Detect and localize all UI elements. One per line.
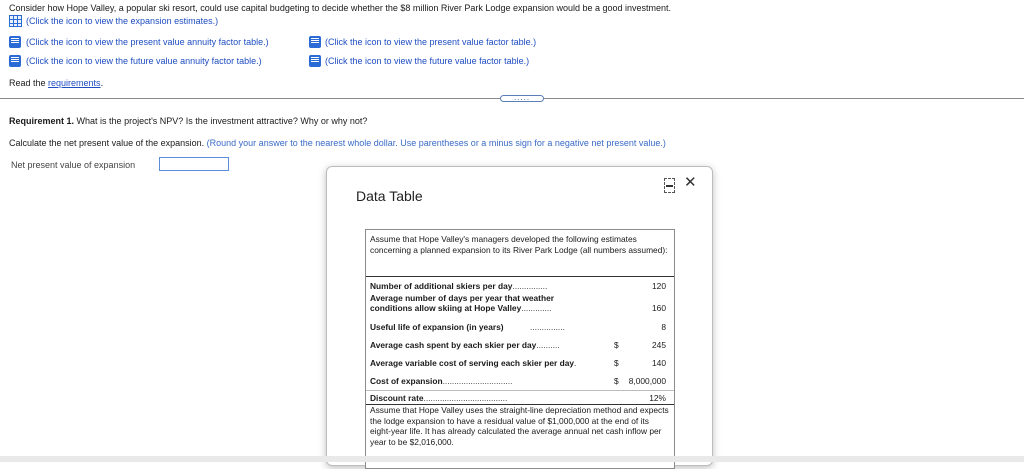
table-top-rule xyxy=(366,276,674,277)
requirement-label: Requirement 1. xyxy=(9,116,75,126)
pv-annuity-link[interactable]: (Click the icon to view the present value annuity factor table.) xyxy=(26,37,269,47)
npv-input[interactable] xyxy=(159,157,229,171)
table-row xyxy=(370,322,670,332)
row-value: 120 xyxy=(652,281,666,291)
table-row xyxy=(370,281,670,291)
read-requirements xyxy=(9,78,103,88)
requirement-hint: (Round your answer to the nearest whole dollar. Use parentheses or a minus sign for a negative net present value.) xyxy=(206,138,666,148)
requirement-question: What is the project's NPV? Is the investment attractive? Why or why not? xyxy=(76,116,368,126)
row-dots: ............. xyxy=(521,303,552,313)
fv-factor-table-icon[interactable] xyxy=(309,55,321,67)
row-dollar: $ xyxy=(614,358,619,368)
row-dots: ............... xyxy=(530,322,565,332)
expand-handle[interactable]: ..... xyxy=(500,95,544,102)
requirement-heading xyxy=(9,116,367,126)
fv-annuity-table-icon[interactable] xyxy=(9,55,21,67)
pv-factor-table-icon[interactable] xyxy=(309,36,321,48)
modal-title: Data Table xyxy=(356,188,423,204)
requirement-instruction-line xyxy=(9,138,666,148)
row-dollar: $ xyxy=(614,376,619,386)
row-label: Cost of expansion xyxy=(370,376,443,386)
row-dots: . xyxy=(574,358,577,368)
row-label: Average variable cost of serving each skier per day xyxy=(370,358,575,368)
row-dollar: $ xyxy=(614,340,619,350)
fv-annuity-link[interactable]: (Click the icon to view the future value annuity factor table.) xyxy=(26,56,262,66)
table-row xyxy=(370,358,670,368)
row-label: Number of additional skiers per day xyxy=(370,281,513,291)
table-row xyxy=(370,303,670,313)
requirement-instruction: Calculate the net present value of the expansion. xyxy=(9,138,205,148)
table-row xyxy=(370,393,670,403)
close-icon[interactable]: ✕ xyxy=(684,174,697,191)
read-prefix: Read the xyxy=(9,78,49,88)
row-value: 8 xyxy=(661,322,666,332)
row-dots: .......... xyxy=(536,340,560,350)
pv-factor-link[interactable]: (Click the icon to view the present value factor table.) xyxy=(325,37,537,47)
row-dots: .................................... xyxy=(423,393,508,403)
table-icon[interactable] xyxy=(9,15,22,27)
npv-label: Net present value of expansion xyxy=(11,160,136,170)
data-table-modal xyxy=(326,166,713,466)
read-suffix: . xyxy=(100,78,104,88)
data-table-footer: Assume that Hope Valley uses the straight-line depreciation method and expects the lodge expansion to have a residual value of $1,000,000 at the end of its eight-year life. It has already calculated the average annual net cash inflow per year to be $2,016,000. xyxy=(370,405,669,447)
row-label: Useful life of expansion (in years) xyxy=(370,322,504,332)
intro-prompt: Consider how Hope Valley, a popular ski resort, could use capital budgeting to decide whether the $8 million River Park Lodge expansion would be a good investment. xyxy=(9,3,672,13)
data-table xyxy=(365,229,675,469)
table-row xyxy=(370,376,670,386)
requirements-link[interactable]: requirements xyxy=(48,78,101,88)
bottom-scroll-area xyxy=(0,456,1024,462)
row-value: 140 xyxy=(652,358,666,368)
row-value: 12% xyxy=(649,393,666,403)
table-row xyxy=(370,340,670,350)
row-label: Discount rate xyxy=(370,393,424,403)
row-dots: ............... xyxy=(512,281,548,291)
data-table-intro: Assume that Hope Valley's managers developed the following estimates concerning a planned expansion to its River Park Lodge (all numbers assumed): xyxy=(370,234,668,255)
minimize-button[interactable] xyxy=(664,178,675,193)
table-mid-rule xyxy=(366,390,674,391)
row-dots: .............................. xyxy=(442,376,513,386)
row-label: conditions allow skiing at Hope Valley xyxy=(370,303,522,313)
row-value: 160 xyxy=(652,303,666,313)
table-row xyxy=(370,293,670,303)
fv-factor-link[interactable]: (Click the icon to view the future value factor table.) xyxy=(325,56,530,66)
row-label: Average cash spent by each skier per day xyxy=(370,340,537,350)
row-value: 245 xyxy=(652,340,666,350)
pv-annuity-table-icon[interactable] xyxy=(9,36,21,48)
estimates-link[interactable]: (Click the icon to view the expansion estimates.) xyxy=(26,16,219,26)
row-value: 8,000,000 xyxy=(628,376,666,386)
row-label: Average number of days per year that weather xyxy=(370,293,555,303)
